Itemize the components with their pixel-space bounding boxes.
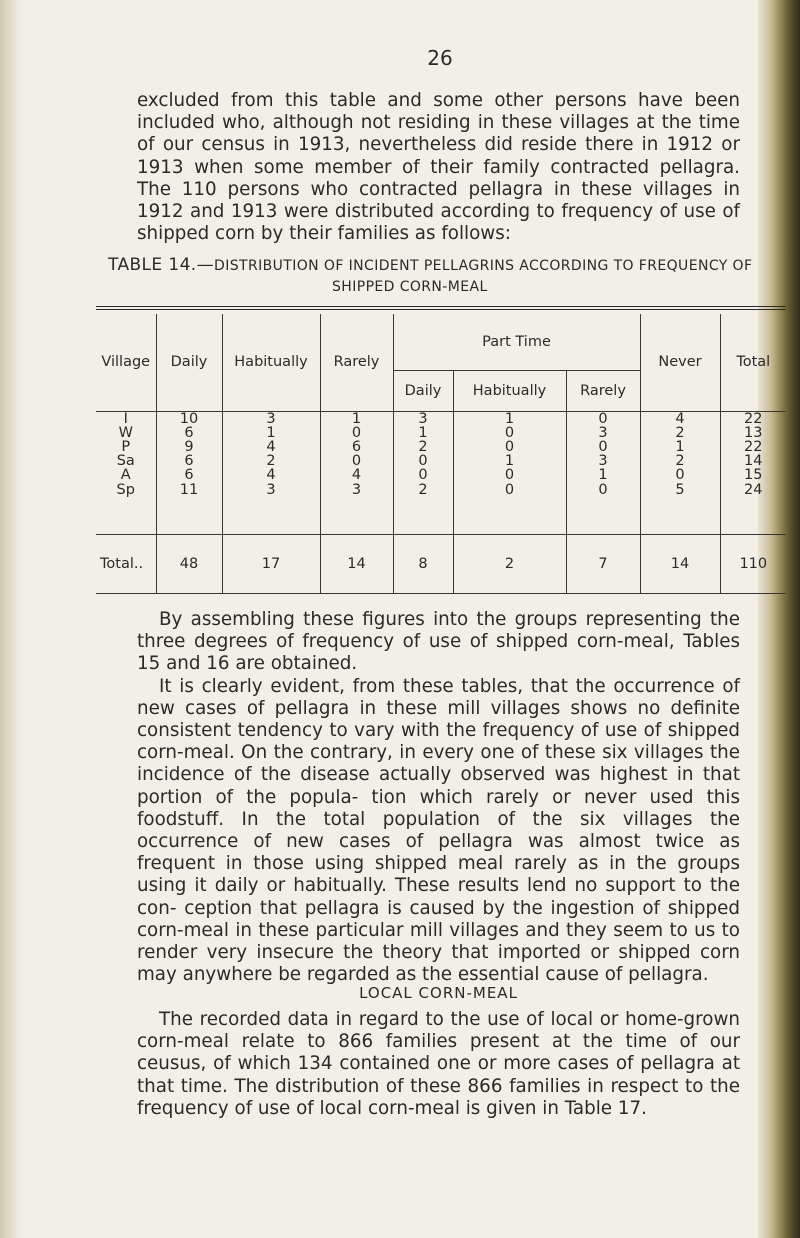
local-corn-meal-paragraph: The recorded data in regard to the use of local or home-grown corn-meal relate to 866 families present at the time of our ceusus, of which 134 contained one or more cases of pellagra at that time. The distribution of these 866 families in respect to the frequency of use of local corn-meal is given in Table 17.: [137, 1009, 740, 1119]
part-time-habitually-value: 0: [504, 424, 515, 441]
table-top-rule: [96, 306, 786, 307]
habitually-value: 4: [266, 467, 276, 484]
page-number: 26: [427, 46, 453, 70]
header-rarely: Rarely: [320, 314, 393, 411]
header-part-time-rarely: Rarely: [566, 370, 640, 411]
daily-value: 9: [184, 438, 194, 455]
part-time-habitually-value: 0: [504, 438, 515, 455]
village-name: I: [123, 410, 128, 427]
never-value: 0: [675, 467, 685, 484]
village-column: [96, 411, 156, 534]
part-time-daily-value: 0: [418, 467, 428, 484]
rarely-value: 3: [351, 481, 362, 498]
rarely-value: 4: [351, 467, 362, 484]
header-never: Never: [640, 314, 720, 411]
totals-part-time-rarely: 7: [566, 534, 640, 593]
header-total: Total: [720, 314, 786, 411]
part-time-daily-value: 2: [418, 481, 428, 498]
village-name: Sp: [116, 481, 135, 498]
part-time-daily-value: 2: [418, 438, 428, 455]
total-value: 22: [744, 410, 763, 427]
header-part-time-daily: Daily: [393, 370, 453, 411]
never-value: 2: [675, 424, 685, 441]
rarely-value: 0: [351, 424, 362, 441]
table-title-line1: DISTRIBUTION OF INCIDENT PELLAGRINS ACCORDING TO FREQUENCY OF: [214, 258, 753, 274]
daily-value: 6: [184, 453, 194, 470]
daily-value: 6: [184, 467, 194, 484]
part-time-rarely-value: 1: [598, 467, 608, 484]
evident-paragraph: It is clearly evident, from these tables, that the occurrence of new cases of pellagra in these mill villages shows no definite consistent tendency to vary with the frequency of use of shipped corn-meal. On the contrary, in every one of these six villages the incidence of the disease actually observed was highest in that portion of the popula- tion which rarely or never used this foodstuff. In the total population of the six villages the occurrence of new cases of pellagra was almost twice as frequent in those using shipped meal rarely as in the groups using it daily or habitually. These results lend no support to the con- ception that pellagra is caused by the ingestion of shipped corn-meal in these particular mill villages and they seem to us to render very insecure the theory that imported or shipped corn may anywhere be regarded as the essential cause of pellagra.: [137, 675, 740, 986]
part-time-rarely-column: [566, 411, 640, 534]
totals-never: 14: [640, 534, 720, 593]
village-name: W: [118, 424, 133, 441]
never-value: 1: [675, 438, 685, 455]
village-name: A: [120, 467, 131, 484]
table-label: TABLE 14.: [108, 255, 197, 275]
header-village: Village: [96, 314, 156, 411]
daily-column: [156, 411, 222, 534]
part-time-habitually-value: 0: [504, 481, 515, 498]
never-value: 2: [675, 453, 685, 470]
habitually-column: [222, 411, 320, 534]
daily-value: 10: [179, 410, 199, 427]
habitually-value: 3: [266, 481, 276, 498]
never-column: [640, 411, 720, 534]
village-name: Sa: [116, 453, 135, 470]
header-habitually: Habitually: [222, 314, 320, 411]
totals-part-time-habitually: 2: [453, 534, 566, 593]
total-value: 14: [744, 453, 763, 470]
page-left-shadow: [0, 0, 22, 1238]
header-daily: Daily: [156, 314, 222, 411]
part-time-rarely-value: 3: [598, 453, 608, 470]
daily-value: 6: [184, 424, 194, 441]
assembling-paragraph: By assembling these figures into the groups representing the three degrees of frequency of use of shipped corn-meal, Tables 15 and 16 are obtained.: [137, 609, 740, 675]
totals-rarely: 14: [320, 534, 393, 593]
totals-row: [96, 534, 786, 593]
total-value: 24: [744, 481, 763, 498]
rarely-value: 1: [351, 410, 362, 427]
table-title-line2: SHIPPED CORN-MEAL: [332, 279, 488, 295]
total-column: [720, 411, 786, 534]
village-name: P: [121, 438, 131, 455]
daily-value: 11: [179, 481, 199, 498]
part-time-habitually-column: [453, 411, 566, 534]
distribution-table: [96, 314, 786, 594]
totals-part-time-daily: 8: [393, 534, 453, 593]
part-time-habitually-value: 0: [504, 467, 515, 484]
part-time-daily-value: 1: [418, 424, 428, 441]
totals-label: Total..: [96, 534, 156, 593]
never-value: 4: [675, 410, 685, 427]
total-value: 15: [744, 467, 763, 484]
part-time-rarely-value: 3: [598, 424, 608, 441]
table-title: TABLE 14.—DISTRIBUTION OF INCIDENT PELLAGRINS ACCORDING TO FREQUENCY OF SHIPPED CORN-MEAL: [108, 255, 800, 298]
habitually-value: 1: [266, 424, 276, 441]
part-time-rarely-value: 0: [598, 438, 608, 455]
rarely-value: 0: [351, 453, 362, 470]
habitually-value: 3: [266, 410, 276, 427]
rarely-column: [320, 411, 393, 534]
totals-total: 110: [720, 534, 786, 593]
part-time-habitually-value: 1: [504, 410, 515, 427]
intro-paragraph: excluded from this table and some other persons have been included who, although not residing in these villages at the time of our census in 1913, nevertheless did reside there in 1912 or 1913 when some member of their family contracted pellagra. The 110 persons who contracted pellagra in these villages in 1912 and 1913 were distributed according to frequency of use of shipped corn by their families as follows:: [137, 90, 740, 245]
discussion-paragraphs: [137, 609, 740, 986]
header-part-time-habitually: Habitually: [453, 370, 566, 411]
part-time-daily-value: 3: [418, 410, 428, 427]
habitually-value: 2: [266, 453, 276, 470]
part-time-rarely-value: 0: [598, 481, 608, 498]
part-time-rarely-value: 0: [598, 410, 608, 427]
habitually-value: 4: [266, 438, 276, 455]
never-value: 5: [675, 481, 685, 498]
page-binding-edge: [758, 0, 800, 1238]
total-value: 13: [744, 424, 763, 441]
table-body-row: [96, 411, 786, 534]
part-time-habitually-value: 1: [504, 453, 515, 470]
part-time-daily-value: 0: [418, 453, 428, 470]
part-time-daily-column: [393, 411, 453, 534]
totals-habitually: 17: [222, 534, 320, 593]
total-value: 22: [744, 438, 763, 455]
section-heading: LOCAL CORN-MEAL: [359, 984, 518, 1002]
table-top-rule-thin: [96, 309, 786, 310]
totals-daily: 48: [156, 534, 222, 593]
header-part-time: Part Time: [393, 314, 640, 370]
rarely-value: 6: [351, 438, 362, 455]
